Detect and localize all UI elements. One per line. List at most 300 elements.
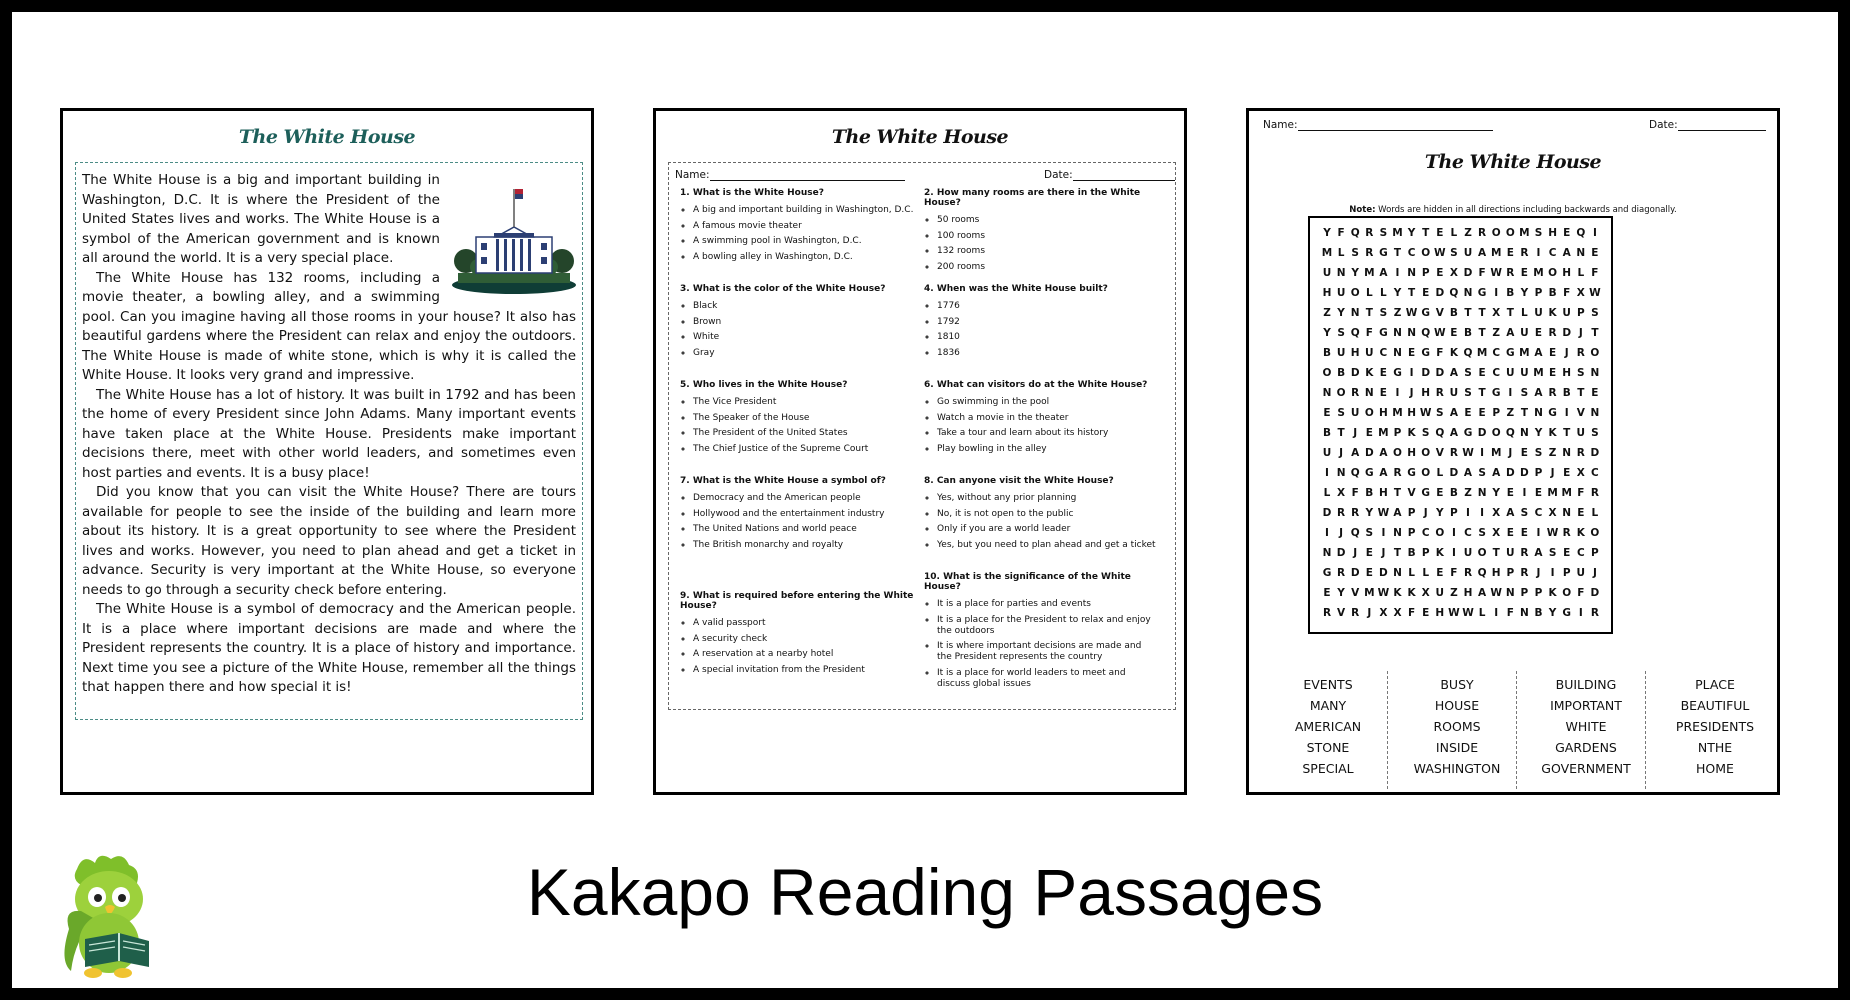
grid-letter[interactable]: D — [1590, 447, 1600, 459]
grid-letter[interactable]: K — [1435, 547, 1444, 559]
grid-letter[interactable]: M — [1392, 227, 1403, 239]
grid-letter[interactable]: I — [1522, 487, 1527, 499]
grid-letter[interactable]: R — [1520, 547, 1529, 559]
grid-letter[interactable]: G — [1407, 467, 1416, 479]
grid-letter[interactable]: F — [1563, 287, 1571, 299]
grid-letter[interactable]: P — [1393, 427, 1402, 439]
grid-letter[interactable]: X — [1393, 607, 1402, 619]
grid-letter[interactable]: R — [1449, 447, 1458, 459]
grid-letter[interactable]: S — [1478, 527, 1486, 539]
answer-option[interactable]: ◦ Black — [693, 301, 914, 312]
grid-letter[interactable]: A — [1506, 327, 1515, 339]
grid-letter[interactable]: B — [1365, 487, 1374, 499]
grid-letter[interactable]: D — [1435, 367, 1445, 379]
grid-letter[interactable]: P — [1520, 587, 1529, 599]
grid-letter[interactable]: C — [1548, 247, 1557, 259]
grid-letter[interactable]: E — [1534, 487, 1543, 499]
grid-letter[interactable]: B — [1449, 307, 1458, 319]
grid-letter[interactable]: R — [1351, 387, 1360, 399]
grid-letter[interactable]: Z — [1464, 227, 1472, 239]
grid-letter[interactable]: D — [1421, 367, 1431, 379]
grid-letter[interactable]: D — [1463, 267, 1473, 279]
grid-letter[interactable]: J — [1409, 387, 1414, 399]
grid-letter[interactable]: J — [1353, 547, 1358, 559]
grid-letter[interactable]: E — [1506, 487, 1514, 499]
grid-letter[interactable]: S — [1464, 387, 1472, 399]
grid-letter[interactable]: U — [1576, 567, 1586, 579]
grid-letter[interactable]: K — [1548, 587, 1557, 599]
grid-letter[interactable]: J — [1423, 507, 1428, 519]
grid-letter[interactable]: Q — [1350, 527, 1360, 539]
grid-letter[interactable]: X — [1449, 267, 1458, 279]
grid-letter[interactable]: Q — [1350, 327, 1360, 339]
grid-letter[interactable]: U — [1576, 427, 1586, 439]
grid-letter[interactable]: D — [1520, 467, 1529, 479]
grid-letter[interactable]: I — [1395, 387, 1400, 399]
grid-letter[interactable]: Z — [1506, 407, 1515, 419]
grid-letter[interactable]: O — [1393, 447, 1402, 459]
grid-letter[interactable]: H — [1435, 607, 1445, 619]
grid-letter[interactable]: K — [1365, 367, 1374, 379]
grid-letter[interactable]: C — [1591, 467, 1599, 479]
grid-letter[interactable]: D — [1350, 567, 1360, 579]
grid-letter[interactable]: Q — [1449, 287, 1459, 299]
grid-letter[interactable]: A — [1379, 467, 1388, 479]
grid-letter[interactable]: S — [1337, 407, 1345, 419]
grid-letter[interactable]: J — [1339, 527, 1344, 539]
grid-letter[interactable]: T — [1520, 407, 1528, 419]
grid-letter[interactable]: A — [1492, 467, 1501, 479]
grid-letter[interactable]: P — [1534, 587, 1543, 599]
grid-letter[interactable]: M — [1364, 267, 1375, 279]
grid-letter[interactable]: E — [1506, 247, 1514, 259]
grid-letter[interactable]: C — [1492, 367, 1501, 379]
answer-option[interactable]: ◦ Gray — [693, 348, 914, 359]
grid-letter[interactable]: B — [1337, 367, 1346, 379]
grid-letter[interactable]: I — [1451, 547, 1456, 559]
grid-letter[interactable]: J — [1536, 567, 1541, 579]
grid-letter[interactable]: J — [1381, 547, 1386, 559]
grid-letter[interactable]: A — [1534, 387, 1543, 399]
grid-letter[interactable]: Q — [1435, 427, 1445, 439]
answer-option[interactable]: ◦ Hollywood and the entertainment industry — [693, 509, 914, 520]
grid-letter[interactable]: U — [1435, 587, 1445, 599]
grid-letter[interactable]: N — [1350, 307, 1360, 319]
grid-letter[interactable]: R — [1520, 247, 1529, 259]
grid-letter[interactable]: P — [1576, 307, 1585, 319]
grid-letter[interactable]: G — [1463, 427, 1473, 439]
grid-letter[interactable]: X — [1492, 307, 1501, 319]
grid-letter[interactable]: I — [1325, 527, 1329, 539]
grid-letter[interactable]: Y — [1323, 227, 1331, 239]
grid-letter[interactable]: Y — [1365, 507, 1374, 519]
word-search-letters[interactable] — [1310, 218, 1611, 632]
grid-letter[interactable]: W — [1419, 407, 1432, 419]
grid-letter[interactable]: D — [1562, 327, 1572, 339]
grid-letter[interactable]: F — [1408, 607, 1416, 619]
answer-option[interactable]: ◦ A swimming pool in Washington, D.C. — [693, 236, 914, 247]
grid-letter[interactable]: S — [1351, 247, 1359, 259]
grid-letter[interactable]: E — [1365, 547, 1373, 559]
grid-letter[interactable]: G — [1421, 347, 1431, 359]
grid-letter[interactable]: W — [1405, 307, 1418, 319]
grid-letter[interactable]: P — [1506, 567, 1515, 579]
answer-option[interactable]: ◦ A big and important building in Washington, D.C. — [693, 205, 914, 216]
answer-option[interactable]: ◦ 1776 — [937, 301, 1158, 312]
grid-letter[interactable]: K — [1548, 427, 1557, 439]
grid-letter[interactable]: S — [1591, 427, 1599, 439]
grid-letter[interactable]: P — [1562, 567, 1571, 579]
grid-letter[interactable]: R — [1562, 527, 1571, 539]
grid-letter[interactable]: L — [1478, 607, 1486, 619]
grid-letter[interactable]: I — [1564, 407, 1569, 419]
grid-letter[interactable]: E — [1436, 487, 1444, 499]
grid-letter[interactable]: R — [1576, 447, 1585, 459]
grid-letter[interactable]: P — [1534, 467, 1543, 479]
grid-letter[interactable]: S — [1534, 227, 1543, 239]
grid-letter[interactable]: N — [1322, 547, 1332, 559]
grid-letter[interactable]: V — [1435, 447, 1444, 459]
grid-letter[interactable]: U — [1449, 387, 1459, 399]
grid-letter[interactable]: Y — [1351, 267, 1360, 279]
grid-letter[interactable]: B — [1463, 327, 1473, 339]
grid-letter[interactable]: U — [1506, 367, 1515, 379]
grid-letter[interactable]: H — [1379, 407, 1388, 419]
grid-letter[interactable]: F — [1365, 327, 1373, 339]
grid-letter[interactable]: D — [1364, 447, 1374, 459]
grid-letter[interactable]: R — [1337, 567, 1346, 579]
grid-letter[interactable]: A — [1449, 427, 1458, 439]
grid-letter[interactable]: F — [1577, 487, 1585, 499]
grid-letter[interactable]: I — [1451, 527, 1456, 539]
grid-letter[interactable]: B — [1506, 287, 1515, 299]
answer-option[interactable]: ◦ Play bowling in the alley — [937, 444, 1158, 455]
grid-letter[interactable]: T — [1577, 387, 1585, 399]
grid-letter[interactable]: R — [1576, 347, 1585, 359]
grid-letter[interactable]: T — [1337, 427, 1345, 439]
grid-letter[interactable]: E — [1323, 587, 1331, 599]
grid-letter[interactable]: S — [1450, 247, 1458, 259]
grid-letter[interactable]: E — [1534, 327, 1543, 339]
grid-letter[interactable]: P — [1534, 287, 1543, 299]
grid-letter[interactable]: Q — [1505, 427, 1515, 439]
grid-letter[interactable]: E — [1478, 407, 1486, 419]
grid-letter[interactable]: S — [1379, 307, 1388, 319]
grid-letter[interactable]: B — [1322, 427, 1332, 439]
grid-letter[interactable]: V — [1576, 407, 1585, 419]
grid-letter[interactable]: T — [1563, 427, 1571, 439]
grid-letter[interactable]: R — [1548, 387, 1557, 399]
grid-letter[interactable]: O — [1364, 407, 1374, 419]
grid-letter[interactable]: S — [1436, 407, 1444, 419]
grid-letter[interactable]: W — [1462, 607, 1474, 619]
grid-letter[interactable]: S — [1548, 547, 1557, 559]
grid-letter[interactable]: Y — [1534, 427, 1543, 439]
answer-option[interactable]: ◦ 100 rooms — [937, 231, 1158, 242]
grid-letter[interactable]: L — [1380, 287, 1387, 299]
grid-letter[interactable]: A — [1478, 247, 1487, 259]
grid-letter[interactable]: F — [1337, 227, 1345, 239]
grid-letter[interactable]: U — [1350, 407, 1360, 419]
grid-letter[interactable]: I — [1480, 507, 1485, 519]
grid-letter[interactable]: S — [1379, 227, 1388, 239]
grid-letter[interactable]: B — [1534, 607, 1543, 619]
grid-letter[interactable]: O — [1548, 267, 1558, 279]
grid-letter[interactable]: O — [1590, 527, 1600, 539]
grid-letter[interactable]: Q — [1421, 327, 1431, 339]
grid-letter[interactable]: N — [1534, 407, 1543, 419]
grid-letter[interactable]: M — [1533, 267, 1544, 279]
grid-letter[interactable]: H — [1350, 347, 1360, 359]
grid-letter[interactable]: M — [1533, 367, 1544, 379]
grid-letter[interactable]: O — [1491, 227, 1501, 239]
grid-letter[interactable]: I — [1508, 387, 1513, 399]
grid-letter[interactable]: P — [1450, 507, 1458, 519]
grid-letter[interactable]: P — [1421, 547, 1430, 559]
grid-letter[interactable]: F — [1351, 487, 1359, 499]
grid-letter[interactable]: W — [1589, 287, 1601, 299]
grid-letter[interactable]: Z — [1323, 307, 1331, 319]
grid-letter[interactable]: U — [1520, 367, 1529, 379]
grid-letter[interactable]: Q — [1576, 227, 1586, 239]
grid-letter[interactable]: B — [1322, 347, 1332, 359]
grid-letter[interactable]: S — [1591, 307, 1599, 319]
grid-letter[interactable]: Y — [1520, 287, 1529, 299]
grid-letter[interactable]: E — [1379, 387, 1387, 399]
grid-letter[interactable]: Q — [1350, 467, 1360, 479]
answer-option[interactable]: ◦ The Vice President — [693, 397, 914, 408]
grid-letter[interactable]: D — [1322, 507, 1332, 519]
grid-letter[interactable]: W — [1434, 327, 1446, 339]
grid-letter[interactable]: D — [1477, 427, 1487, 439]
grid-letter[interactable]: L — [1521, 307, 1528, 319]
grid-letter[interactable]: H — [1407, 447, 1416, 459]
grid-letter[interactable]: B — [1449, 487, 1458, 499]
grid-letter[interactable]: R — [1590, 487, 1599, 499]
grid-letter[interactable]: C — [1421, 527, 1430, 539]
grid-letter[interactable]: M — [1490, 247, 1502, 259]
grid-letter[interactable]: F — [1506, 607, 1514, 619]
grid-letter[interactable]: P — [1407, 507, 1416, 519]
grid-letter[interactable]: S — [1464, 367, 1472, 379]
grid-letter[interactable]: N — [1393, 567, 1402, 579]
grid-letter[interactable]: G — [1393, 367, 1402, 379]
answer-option[interactable]: ◦ Brown — [693, 317, 914, 328]
grid-letter[interactable]: C — [1576, 547, 1585, 559]
grid-letter[interactable]: N — [1322, 387, 1332, 399]
grid-letter[interactable]: X — [1492, 507, 1501, 519]
grid-letter[interactable]: Z — [1464, 487, 1472, 499]
answer-option[interactable]: ◦ 200 rooms — [937, 262, 1158, 273]
grid-letter[interactable]: R — [1322, 607, 1332, 619]
grid-letter[interactable]: Z — [1450, 587, 1458, 599]
grid-letter[interactable]: E — [1365, 567, 1373, 579]
grid-letter[interactable]: X — [1421, 587, 1430, 599]
answer-option[interactable]: ◦ The President of the United States — [693, 428, 914, 439]
grid-letter[interactable]: H — [1407, 407, 1416, 419]
grid-letter[interactable]: D — [1350, 367, 1360, 379]
grid-letter[interactable]: O — [1421, 447, 1431, 459]
grid-letter[interactable]: R — [1393, 467, 1402, 479]
answer-option[interactable]: ◦ The United Nations and world peace — [693, 524, 914, 535]
grid-letter[interactable]: I — [1494, 607, 1499, 619]
grid-letter[interactable]: S — [1577, 367, 1585, 379]
grid-letter[interactable]: M — [1490, 447, 1502, 459]
grid-letter[interactable]: E — [1563, 547, 1571, 559]
answer-option[interactable]: ◦ Go swimming in the pool — [937, 397, 1158, 408]
grid-letter[interactable]: K — [1407, 427, 1416, 439]
grid-letter[interactable]: J — [1367, 607, 1372, 619]
grid-letter[interactable]: N — [1505, 587, 1515, 599]
grid-letter[interactable]: V — [1407, 487, 1416, 499]
answer-option[interactable]: ◦ A bowling alley in Washington, D.C. — [693, 252, 914, 263]
grid-letter[interactable]: S — [1478, 467, 1486, 479]
grid-letter[interactable]: K — [1407, 587, 1416, 599]
grid-letter[interactable]: P — [1591, 547, 1599, 559]
grid-letter[interactable]: M — [1519, 347, 1530, 359]
grid-letter[interactable]: J — [1550, 467, 1555, 479]
grid-letter[interactable]: V — [1337, 607, 1346, 619]
grid-letter[interactable]: H — [1322, 287, 1332, 299]
grid-letter[interactable]: E — [1436, 567, 1444, 579]
grid-letter[interactable]: E — [1591, 387, 1599, 399]
answer-option[interactable]: ◦ It is where important decisions are made and the President represents the country — [937, 641, 1158, 663]
grid-letter[interactable]: Q — [1477, 567, 1487, 579]
grid-letter[interactable]: U — [1463, 547, 1473, 559]
grid-letter[interactable]: E — [1365, 427, 1373, 439]
grid-letter[interactable]: U — [1520, 327, 1529, 339]
grid-letter[interactable]: E — [1408, 347, 1416, 359]
grid-letter[interactable]: N — [1393, 327, 1402, 339]
grid-letter[interactable]: Z — [1393, 307, 1402, 319]
grid-letter[interactable]: S — [1520, 387, 1529, 399]
grid-letter[interactable]: I — [1578, 607, 1583, 619]
grid-letter[interactable]: A — [1534, 547, 1543, 559]
grid-letter[interactable]: B — [1562, 387, 1571, 399]
grid-letter[interactable]: L — [1422, 567, 1430, 579]
grid-letter[interactable]: R — [1351, 607, 1360, 619]
grid-letter[interactable]: V — [1351, 587, 1360, 599]
grid-letter[interactable]: H — [1548, 227, 1557, 239]
grid-letter[interactable]: H — [1463, 587, 1473, 599]
grid-letter[interactable]: U — [1322, 447, 1332, 459]
answer-option[interactable]: ◦ A reservation at a nearby hotel — [693, 649, 914, 660]
grid-letter[interactable]: O — [1562, 587, 1572, 599]
grid-letter[interactable]: I — [1381, 527, 1386, 539]
grid-letter[interactable]: T — [1393, 547, 1402, 559]
grid-letter[interactable]: J — [1564, 347, 1569, 359]
grid-letter[interactable]: L — [1365, 287, 1373, 299]
grid-letter[interactable]: G — [1421, 487, 1431, 499]
grid-letter[interactable]: T — [1478, 327, 1486, 339]
grid-letter[interactable]: D — [1449, 467, 1459, 479]
grid-letter[interactable]: T — [1506, 307, 1514, 319]
grid-letter[interactable]: N — [1393, 527, 1402, 539]
answer-option[interactable]: ◦ Democracy and the American people — [693, 493, 914, 504]
grid-letter[interactable]: M — [1392, 407, 1403, 419]
grid-letter[interactable]: A — [1534, 347, 1543, 359]
grid-letter[interactable]: E — [1577, 507, 1585, 519]
answer-option[interactable]: ◦ No, it is not open to the public — [937, 509, 1158, 520]
grid-letter[interactable]: E — [1323, 407, 1331, 419]
grid-letter[interactable]: T — [1422, 227, 1430, 239]
grid-letter[interactable]: T — [1464, 307, 1472, 319]
grid-letter[interactable]: R — [1351, 507, 1360, 519]
grid-letter[interactable]: R — [1365, 247, 1374, 259]
grid-letter[interactable]: S — [1520, 507, 1529, 519]
grid-letter[interactable]: O — [1491, 427, 1501, 439]
grid-letter[interactable]: E — [1436, 227, 1444, 239]
grid-letter[interactable]: U — [1562, 307, 1571, 319]
grid-letter[interactable]: N — [1590, 407, 1600, 419]
grid-letter[interactable]: W — [1434, 247, 1446, 259]
answer-option[interactable]: ◦ 1836 — [937, 348, 1158, 359]
grid-letter[interactable]: Y — [1337, 587, 1345, 599]
grid-letter[interactable]: G — [1421, 307, 1431, 319]
grid-letter[interactable]: W — [1377, 587, 1390, 599]
grid-letter[interactable]: N — [1576, 247, 1586, 259]
grid-letter[interactable]: E — [1520, 447, 1528, 459]
grid-letter[interactable]: N — [1407, 327, 1416, 339]
grid-letter[interactable]: S — [1534, 447, 1543, 459]
grid-letter[interactable]: H — [1491, 567, 1501, 579]
grid-letter[interactable]: K — [1576, 527, 1585, 539]
grid-letter[interactable]: G — [1491, 387, 1501, 399]
grid-letter[interactable]: M — [1378, 427, 1389, 439]
grid-letter[interactable]: V — [1435, 307, 1444, 319]
grid-letter[interactable]: A — [1449, 407, 1458, 419]
grid-letter[interactable]: G — [1379, 327, 1388, 339]
grid-letter[interactable]: I — [1480, 447, 1485, 459]
grid-letter[interactable]: C — [1464, 527, 1472, 539]
grid-letter[interactable]: I — [1409, 367, 1414, 379]
grid-letter[interactable]: O — [1477, 547, 1487, 559]
grid-letter[interactable]: T — [1492, 547, 1500, 559]
grid-letter[interactable]: L — [1436, 467, 1444, 479]
answer-option[interactable]: ◦ Yes, without any prior planning — [937, 493, 1158, 504]
grid-letter[interactable]: N — [1520, 607, 1529, 619]
grid-letter[interactable]: X — [1576, 287, 1585, 299]
grid-letter[interactable]: R — [1365, 227, 1374, 239]
grid-letter[interactable]: D — [1336, 547, 1346, 559]
answer-option[interactable]: ◦ A valid passport — [693, 618, 914, 629]
grid-letter[interactable]: X — [1337, 487, 1346, 499]
grid-letter[interactable]: C — [1492, 347, 1501, 359]
grid-letter[interactable]: E — [1549, 367, 1557, 379]
grid-letter[interactable]: E — [1591, 247, 1599, 259]
answer-option[interactable]: ◦ 50 rooms — [937, 215, 1158, 226]
grid-letter[interactable]: U — [1534, 307, 1543, 319]
grid-letter[interactable]: X — [1379, 607, 1388, 619]
grid-letter[interactable]: J — [1592, 567, 1597, 579]
grid-letter[interactable]: K — [1548, 307, 1557, 319]
grid-letter[interactable]: R — [1506, 267, 1515, 279]
grid-letter[interactable]: N — [1562, 507, 1572, 519]
grid-letter[interactable]: E — [1549, 347, 1557, 359]
grid-letter[interactable]: R — [1520, 567, 1529, 579]
grid-letter[interactable]: G — [1477, 287, 1487, 299]
grid-letter[interactable]: I — [1550, 567, 1555, 579]
grid-letter[interactable]: N — [1520, 427, 1529, 439]
grid-letter[interactable]: O — [1505, 227, 1515, 239]
grid-letter[interactable]: Y — [1548, 607, 1557, 619]
grid-letter[interactable]: W — [1490, 267, 1502, 279]
grid-letter[interactable]: W — [1462, 447, 1474, 459]
grid-letter[interactable]: W — [1546, 527, 1559, 539]
grid-letter[interactable]: U — [1365, 347, 1374, 359]
grid-letter[interactable]: M — [1519, 227, 1530, 239]
grid-letter[interactable]: F — [1450, 567, 1458, 579]
